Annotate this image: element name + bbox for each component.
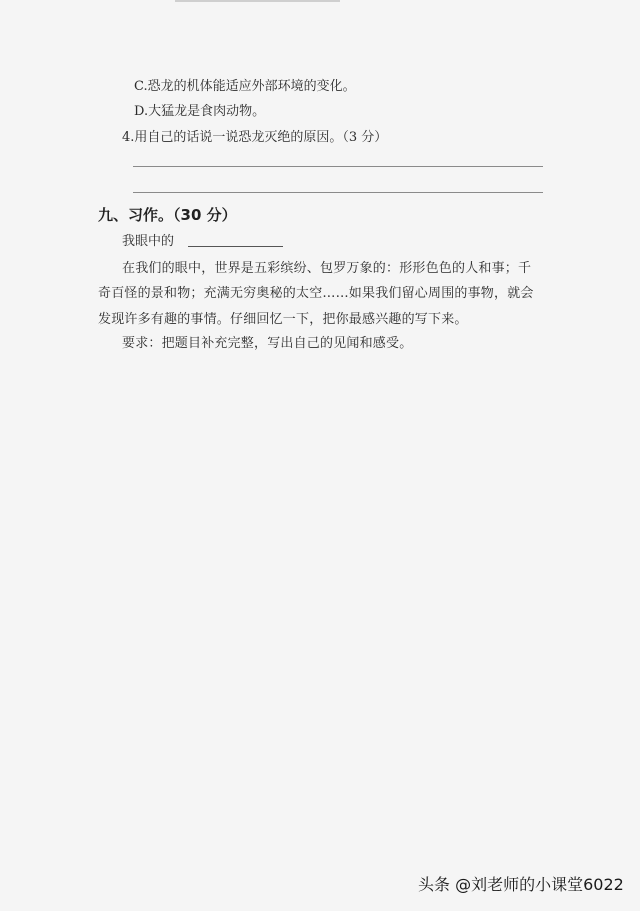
option-d: D.大猛龙是食肉动物。 [134, 104, 266, 119]
page-top-edge [175, 0, 340, 2]
section-heading: 九、习作。（30 分） [98, 206, 237, 224]
prompt-line: 奇百怪的景和物；充满无穷奥秘的太空……如果我们留心周围的事物，就会 [98, 286, 534, 301]
prompt-line: 发现许多有趣的事情。仔细回忆一下，把你最感兴趣的写下来。 [98, 312, 468, 327]
prompt-line: 在我们的眼中，世界是五彩缤纷、包罗万象的：形形色色的人和事；千 [122, 261, 532, 276]
composition-title-prefix: 我眼中的 [122, 234, 175, 249]
title-blank-line [188, 246, 283, 247]
watermark: 头条 @刘老师的小课堂6022 [418, 875, 624, 894]
answer-line [133, 166, 543, 167]
answer-line [133, 192, 543, 193]
option-c: C.恐龙的机体能适应外部环境的变化。 [134, 79, 356, 94]
question-4: 4.用自己的话说一说恐龙灭绝的原因。（3 分） [122, 130, 388, 145]
requirement-line: 要求：把题目补充完整，写出自己的见闻和感受。 [122, 336, 413, 351]
